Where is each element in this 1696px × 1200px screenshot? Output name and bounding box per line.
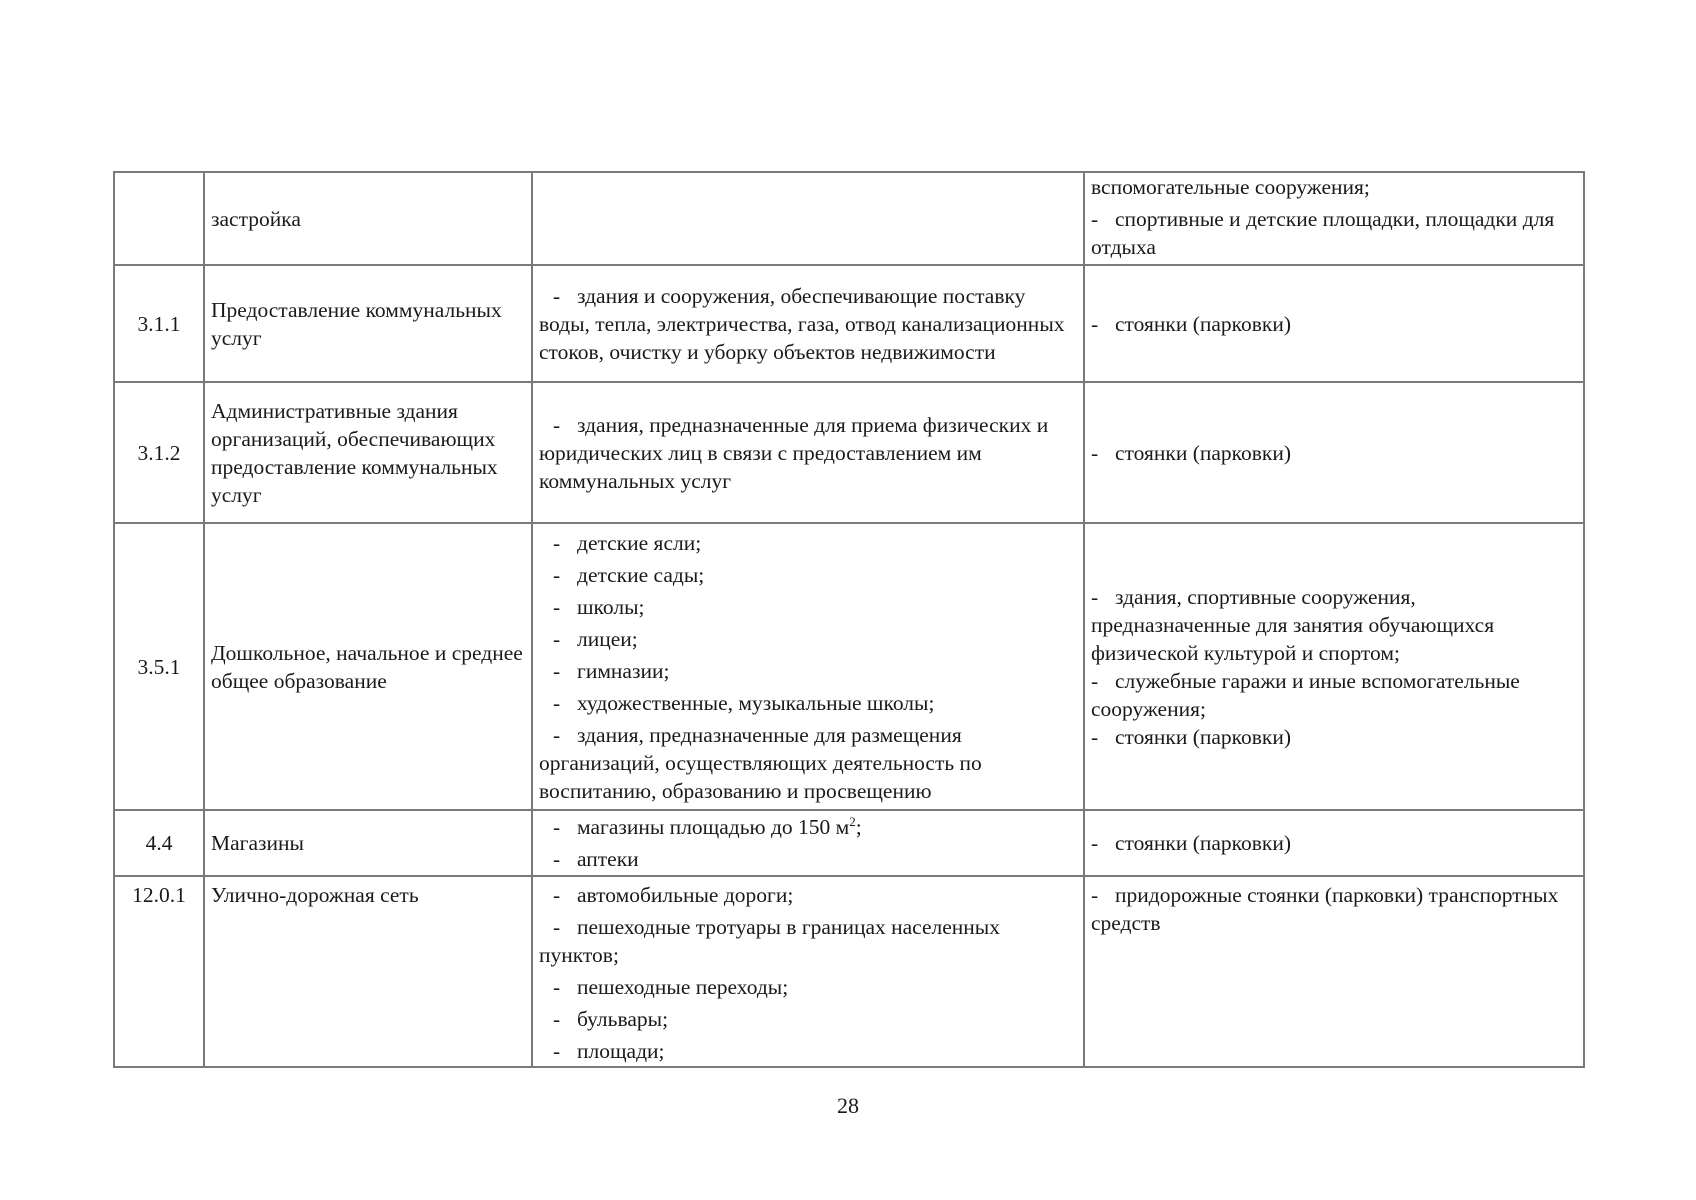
table-row xyxy=(114,876,1584,1067)
name-cell: Административные здания организаций, обеспечивающих предоставление коммунальных услуг xyxy=(204,382,532,523)
code-cell: 3.1.2 xyxy=(114,382,204,523)
superscript: 2 xyxy=(849,813,856,829)
aux-use-cell xyxy=(1084,172,1584,265)
aux-use-cell xyxy=(1084,810,1584,876)
main-use-cell xyxy=(532,523,1084,810)
code-cell: 3.1.1 xyxy=(114,265,204,382)
list-item: - школы; xyxy=(553,594,645,619)
list-item: - пешеходные переходы; xyxy=(553,975,789,999)
name-cell: Дошкольное, начальное и среднее общее образование xyxy=(204,523,532,810)
list-item: - здания, предназначенные для размещения организаций, осуществляющих деятельность по воспитанию, образованию и просвещению xyxy=(539,722,982,803)
table-row xyxy=(114,523,1584,810)
code-cell: 4.4 xyxy=(114,810,204,876)
list-item: - служебные гаражи и иные вспомогательные сооружения; xyxy=(1091,668,1520,721)
aux-use-cell xyxy=(1084,876,1584,1067)
list-item: - автомобильные дороги; xyxy=(553,883,794,907)
list-item: - стоянки (парковки) xyxy=(1091,831,1292,855)
table-row xyxy=(114,265,1584,382)
list-item: - бульвары; xyxy=(553,1007,669,1031)
list-item: - здания, предназначенные для приема физических и юридических лиц в связи с предоставлением им коммунальных услуг xyxy=(539,412,1049,493)
main-use-cell xyxy=(532,172,1084,265)
list-item: - гимназии; xyxy=(553,658,670,683)
name-cell: Улично-дорожная сеть xyxy=(204,876,532,1067)
list-item: - детские сады; xyxy=(553,562,705,587)
main-use-cell xyxy=(532,810,1084,876)
list-item: - придорожные стоянки (парковки) транспортных средств xyxy=(1091,883,1559,935)
aux-use-cell xyxy=(1084,265,1584,382)
aux-use-cell xyxy=(1084,523,1584,810)
code-cell: 3.5.1 xyxy=(114,523,204,810)
list-item: - художественные, музыкальные школы; xyxy=(553,690,935,715)
list-item: - здания и сооружения, обеспечивающие поставку воды, тепла, электричества, газа, отвод канализационных стоков, очистку и уборку объектов недвижимости xyxy=(539,283,1065,364)
list-item: - стоянки (парковки) xyxy=(1091,440,1292,465)
name-cell: Магазины xyxy=(204,810,532,876)
list-item: вспомогательные сооружения; xyxy=(1091,175,1370,199)
main-use-cell xyxy=(532,265,1084,382)
name-cell: застройка xyxy=(204,172,532,265)
list-item: - аптеки xyxy=(553,847,639,871)
page-number: 28 xyxy=(837,1093,859,1118)
list-item: - здания, спортивные сооружения, предназначенные для занятия обучающихся физической культурой и спортом; xyxy=(1091,584,1495,665)
list-item: - стоянки (парковки) xyxy=(1091,311,1292,336)
main-use-cell xyxy=(532,382,1084,523)
table-row xyxy=(114,172,1584,265)
list-item: - детские ясли; xyxy=(553,530,702,555)
list-item: - лицеи; xyxy=(553,626,638,651)
table-row xyxy=(114,382,1584,523)
code-cell xyxy=(114,172,204,265)
table-row xyxy=(114,810,1584,876)
aux-use-cell xyxy=(1084,382,1584,523)
list-item: - площади; xyxy=(553,1039,665,1063)
list-item: - спортивные и детские площадки, площадки для отдыха xyxy=(1091,207,1555,259)
main-use-cell xyxy=(532,876,1084,1067)
list-item: - пешеходные тротуары в границах населенных пунктов; xyxy=(539,915,1000,967)
code-cell: 12.0.1 xyxy=(114,876,204,1067)
name-cell: Предоставление коммунальных услуг xyxy=(204,265,532,382)
land-use-table xyxy=(113,171,1585,1068)
list-item: - стоянки (парковки) xyxy=(1091,724,1292,749)
list-item: - магазины площадью до 150 $м^2$; xyxy=(553,813,862,839)
